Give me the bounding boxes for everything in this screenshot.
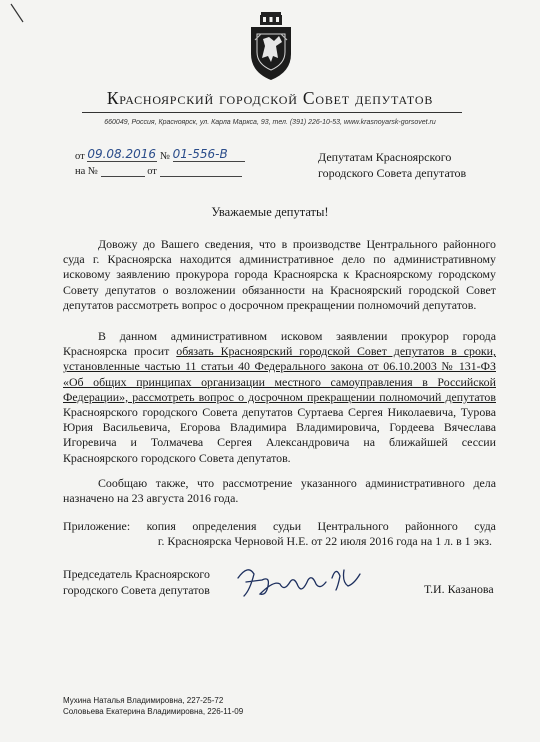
from-prefix: от <box>75 151 85 162</box>
executor-line: Соловьева Екатерина Владимировна, 226-11-09 <box>63 707 244 716</box>
position-line: Председатель Красноярского <box>63 567 210 581</box>
reply-number-blank <box>101 165 145 177</box>
outgoing-registration-line <box>75 147 245 162</box>
city-coat-of-arms-emblem <box>245 12 297 82</box>
appendix-second-line: г. Красноярска Черновой Н.Е. от 22 июля 2016 года на 1 л. в 1 экз. <box>157 534 492 549</box>
incoming-registration-line <box>75 165 242 177</box>
reply-date-blank <box>160 165 242 177</box>
organization-title: Красноярский городской Совет депутатов <box>106 88 434 108</box>
executors-block <box>63 695 243 717</box>
appendix-word: копия <box>146 519 176 533</box>
addressee-block <box>318 149 466 181</box>
appendix-word: суда <box>474 519 496 533</box>
signatory-position <box>63 566 210 598</box>
executor-line: Мухина Наталья Владимировна, 227-25-72 <box>63 696 224 705</box>
greeting: Уважаемые депутаты! <box>211 205 329 219</box>
body-paragraph <box>63 329 496 466</box>
header-rule <box>82 112 462 113</box>
appendix-word: судьи <box>272 519 302 533</box>
appendix-word: районного <box>405 519 458 533</box>
organization-address: 660049, Россия, Красноярск, ул. Карла Маркса, 93, тел. (391) 226-10-53, www.krasnoyarsk-gorsovet.ru <box>104 119 436 126</box>
reply-prefix: на № <box>75 166 98 177</box>
appendix-word: определения <box>192 519 257 533</box>
underlined-request-text: обязать Красноярский городской Совет депутатов в сроки, установленные частью 11 статьи 40 Федерального закона от 06.10.2003 № 131-ФЗ «Об общих принципах организации местного самоуправления в Российской Федерации», рассмотреть вопрос о досрочном прекращении полномочий депутатов <box>63 344 497 404</box>
appendix-first-line <box>63 519 496 534</box>
appendix-word: Центрального <box>317 519 389 533</box>
appendix-label: Приложение: <box>63 519 131 533</box>
body-paragraph: Довожу до Вашего сведения, что в производстве Центрального районного суда г. Красноярска находится административное дело по административному исковому заявлению прокурора города Красноярска к Красноярскому городскому Совету депутатов о возложении обязанности на Красноярский городской Совет депутатов рассмотреть вопрос о досрочном прекращении полномочий депутатов. <box>63 237 496 312</box>
outgoing-number: 01-556-В <box>173 147 245 162</box>
body-paragraph: Сообщаю также, что рассмотрение указанного административного дела назначено на 23 августа 2016 года. <box>63 476 496 506</box>
outgoing-date: 09.08.2016 <box>87 147 157 161</box>
handwritten-signature <box>232 556 367 601</box>
reply-from-prefix: от <box>147 166 157 177</box>
number-prefix: № <box>159 151 170 162</box>
corner-pen-mark <box>8 2 28 24</box>
appendix-block <box>63 519 496 549</box>
signatory-name: Т.И. Казанова <box>424 582 494 596</box>
position-line: городского Совета депутатов <box>63 583 210 597</box>
addressee-line: городского Совета депутатов <box>318 166 467 180</box>
paragraph-text: В данном административном исковом заявлении прокурор города Красноярска просит <box>63 329 496 359</box>
addressee-line: Депутатам Красноярского <box>318 150 452 164</box>
paragraph-text: Красноярского городского Совета депутатов Суртаева Сергея Николаевича, Турова Юрия Васильевича, Егорова Владимира Владимировича, Гордеева Вячеслава Игоревича и Толмачева Сергея Александровича на ближайшей сессии Красноярского городского Совета депутатов. <box>63 405 496 465</box>
